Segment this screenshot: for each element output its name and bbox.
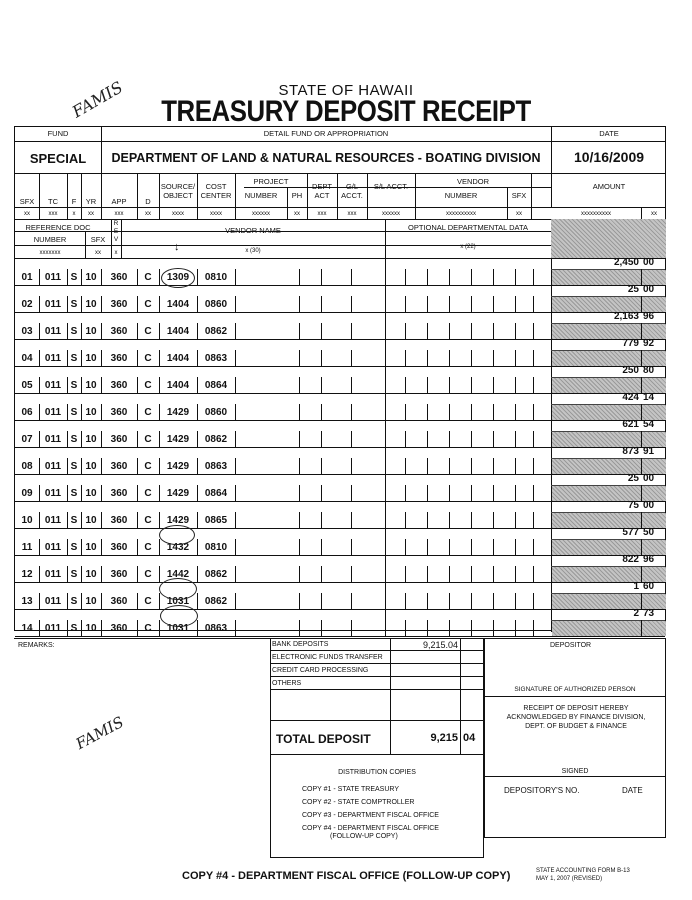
row-d: C — [144, 434, 152, 445]
row-f: S — [70, 542, 78, 553]
fmt-dept: xxx — [317, 211, 327, 217]
row-amount-dollars: 250 — [622, 365, 639, 376]
detail-label: DETAIL FUND OR APPROPRIATION — [263, 129, 389, 138]
form-date: MAY 1, 2007 (REVISED) — [536, 876, 603, 882]
row-tc: 011 — [44, 299, 62, 310]
row-cost: 0862 — [204, 596, 228, 607]
ref-number-label: NUMBER — [33, 235, 67, 244]
amount-shade — [552, 405, 666, 420]
row-n: 07 — [21, 434, 33, 445]
fmt-amount: xxxxxxxxxx — [581, 211, 611, 217]
row-app: 360 — [110, 326, 128, 337]
row-amount-cents: 00 — [643, 284, 655, 295]
row-app: 360 — [110, 488, 128, 499]
remarks-label: REMARKS: — [18, 642, 55, 649]
row-tc: 011 — [44, 623, 62, 634]
fmt-sl: xxxxxx — [382, 211, 400, 217]
total-deposit-label: TOTAL DEPOSIT — [276, 732, 371, 746]
row-app: 360 — [110, 515, 128, 526]
row-yr: 10 — [85, 623, 97, 634]
row-amount-cents: 60 — [643, 581, 655, 592]
row-source: 1404 — [166, 326, 190, 337]
row-amount-cents: 00 — [643, 500, 655, 511]
row-app: 360 — [110, 272, 128, 283]
row-d: C — [144, 407, 152, 418]
row-f: S — [70, 272, 78, 283]
eft-label: ELECTRONIC FUNDS TRANSFER — [272, 654, 383, 661]
row-n: 09 — [21, 488, 33, 499]
row-d: C — [144, 461, 152, 472]
fmt-sfx: xx — [24, 211, 30, 217]
col-cost: COST CENTER — [200, 182, 232, 200]
row-d: C — [144, 596, 152, 607]
amount-shade — [552, 432, 666, 447]
row-f: S — [70, 488, 78, 499]
copy-3: COPY #3 - DEPARTMENT FISCAL OFFICE — [302, 812, 439, 819]
row-app: 360 — [110, 542, 128, 553]
row-cost: 0863 — [204, 353, 228, 364]
row-yr: 10 — [85, 488, 97, 499]
fmt-cost: xxxx — [210, 211, 222, 217]
row-source: 1429 — [166, 488, 190, 499]
row-tc: 011 — [44, 326, 62, 337]
amount-shade — [552, 621, 666, 636]
row-amount-cents: 73 — [643, 608, 655, 619]
date-value: 10/16/2009 — [573, 149, 645, 165]
row-tc: 011 — [44, 407, 62, 418]
row-f: S — [70, 326, 78, 337]
col-vendor-number: NUMBER — [444, 191, 478, 200]
row-app: 360 — [110, 623, 128, 634]
row-app: 360 — [110, 596, 128, 607]
fmt-vnumber: xxxxxxxxxx — [446, 211, 476, 217]
cc-label: CREDIT CARD PROCESSING — [272, 667, 369, 674]
optional-data-fmt: x (22) — [460, 244, 476, 250]
state-label: STATE OF HAWAII — [278, 82, 414, 99]
row-yr: 10 — [85, 353, 97, 364]
row-source: 1031 — [166, 623, 190, 634]
row-app: 360 — [110, 461, 128, 472]
row-n: 02 — [21, 299, 33, 310]
row-source: 1309 — [166, 272, 190, 283]
fmt-f: x — [72, 211, 76, 217]
row-amount-dollars: 25 — [627, 284, 639, 295]
row-source: 1429 — [166, 407, 190, 418]
row-n: 01 — [21, 272, 33, 283]
col-dept: DEPT ACT — [311, 182, 332, 200]
row-tc: 011 — [44, 353, 62, 364]
depositor-label: DEPOSITOR — [550, 642, 592, 649]
col-gl: G/L ACCT. — [341, 182, 363, 200]
col-amount: AMOUNT — [592, 182, 626, 191]
col-yr: YR — [85, 197, 97, 206]
ref-fmt: xxxxxxx — [39, 250, 61, 256]
row-cost: 0865 — [204, 515, 228, 526]
col-project: PROJECT — [253, 177, 289, 186]
row-d: C — [144, 488, 152, 499]
fmt-tc: xxx — [48, 211, 58, 217]
row-amount-cents: 14 — [643, 392, 655, 403]
department-name: DEPARTMENT OF LAND & NATURAL RESOURCES - BOATING DIVISION — [111, 151, 541, 165]
fund-value: SPECIAL — [29, 151, 87, 166]
row-cost: 0860 — [204, 299, 228, 310]
bank-deposits-value: 9,215.04 — [422, 640, 458, 650]
row-cost: 0862 — [204, 569, 228, 580]
row-amount-dollars: 2,163 — [613, 311, 639, 322]
row-n: 11 — [21, 542, 33, 553]
row-app: 360 — [110, 569, 128, 580]
row-amount-cents: 50 — [643, 527, 655, 538]
row-cost: 0810 — [204, 542, 228, 553]
col-app: APP — [111, 197, 127, 206]
row-amount-dollars: 1 — [633, 581, 639, 592]
row-tc: 011 — [44, 272, 62, 283]
row-amount-cents: 00 — [643, 257, 655, 268]
ref-sfx-label: SFX — [90, 235, 106, 244]
copy-2: COPY #2 - STATE COMPTROLLER — [302, 799, 415, 806]
amount-shade — [552, 513, 666, 528]
amount-shade — [552, 486, 666, 501]
circle-mark — [161, 268, 195, 288]
col-sfx: SFX — [19, 197, 35, 206]
others-label: OTHERS — [272, 680, 302, 687]
col-vendor-sfx: SFX — [511, 191, 527, 200]
row-cost: 0860 — [204, 407, 228, 418]
handwritten-famis: FAMIS — [72, 712, 127, 754]
row-amount-dollars: 779 — [622, 338, 639, 349]
row-amount-dollars: 577 — [622, 527, 639, 538]
copy-4-sub: (FOLLOW-UP COPY) — [330, 833, 398, 840]
row-amount-dollars: 75 — [627, 500, 639, 511]
receipt-text: RECEIPT OF DEPOSIT HEREBY ACKNOWLEDGED BY FINANCE DIVISION, DEPT. OF BUDGET & FINANCE — [506, 705, 646, 730]
row-source: 1432 — [166, 542, 190, 553]
bank-deposits-label: BANK DEPOSITS — [272, 641, 329, 648]
amount-shade — [552, 378, 666, 393]
row-f: S — [70, 380, 78, 391]
row-n: 05 — [21, 380, 33, 391]
amount-shade — [552, 567, 666, 582]
row-app: 360 — [110, 407, 128, 418]
col-ph: PH — [291, 191, 303, 200]
row-yr: 10 — [85, 299, 97, 310]
row-amount-cents: 92 — [643, 338, 655, 349]
col-vendor: VENDOR — [456, 177, 490, 186]
arrow-down-icon: ↓ — [174, 241, 180, 253]
row-yr: 10 — [85, 407, 97, 418]
amount-shade — [552, 594, 666, 609]
row-f: S — [70, 353, 78, 364]
handwritten-famis-top: FAMIS — [68, 77, 127, 122]
row-amount-cents: 80 — [643, 365, 655, 376]
row-yr: 10 — [85, 380, 97, 391]
row-tc: 011 — [44, 542, 62, 553]
circle-mark — [159, 525, 195, 545]
row-source: 1404 — [166, 299, 190, 310]
row-amount-dollars: 424 — [622, 392, 639, 403]
rev-fmt: x — [114, 250, 118, 256]
vendor-name-label: VENDOR NAME — [225, 226, 281, 235]
row-app: 360 — [110, 299, 128, 310]
copy-1: COPY #1 - STATE TREASURY — [302, 786, 399, 793]
col-source: SOURCE/ OBJECT — [160, 182, 196, 200]
row-amount-cents: 00 — [643, 473, 655, 484]
row-n: 04 — [21, 353, 33, 364]
row-amount-dollars: 621 — [622, 419, 639, 430]
fund-label: FUND — [47, 129, 69, 138]
row-f: S — [70, 407, 78, 418]
row-app: 360 — [110, 380, 128, 391]
amount-shade — [552, 324, 666, 339]
fmt-app: xxx — [114, 211, 124, 217]
amount-shade — [552, 459, 666, 474]
row-source: 1429 — [166, 434, 190, 445]
row-yr: 10 — [85, 596, 97, 607]
row-source: 1442 — [166, 569, 190, 580]
row-cost: 0864 — [204, 380, 228, 391]
ref-sfx-fmt: xx — [95, 250, 101, 256]
row-f: S — [70, 461, 78, 472]
optional-data-label: OPTIONAL DEPARTMENTAL DATA — [407, 223, 529, 232]
amount-shade — [552, 351, 666, 366]
depositors-no-label: DEPOSITORY'S NO. — [504, 786, 580, 795]
vendor-name-fmt: x (30) — [245, 248, 261, 254]
circle-mark — [160, 605, 198, 627]
row-f: S — [70, 569, 78, 580]
ref-doc-label: REFERENCE DOC — [25, 223, 91, 232]
row-cost: 0863 — [204, 461, 228, 472]
row-yr: 10 — [85, 515, 97, 526]
row-yr: 10 — [85, 569, 97, 580]
row-d: C — [144, 569, 152, 580]
row-d: C — [144, 515, 152, 526]
row-tc: 011 — [44, 569, 62, 580]
row-amount-dollars: 2,450 — [613, 257, 639, 268]
distribution-title: DISTRIBUTION COPIES — [338, 769, 416, 776]
row-f: S — [70, 596, 78, 607]
total-deposit-dollars: 9,215 — [430, 732, 458, 744]
row-d: C — [144, 353, 152, 364]
signature-label: SIGNATURE OF AUTHORIZED PERSON — [514, 686, 636, 693]
row-n: 06 — [21, 407, 33, 418]
row-yr: 10 — [85, 434, 97, 445]
row-app: 360 — [110, 434, 128, 445]
rev-label: R E V — [113, 220, 119, 243]
row-n: 10 — [21, 515, 33, 526]
row-cost: 0862 — [204, 434, 228, 445]
bottom-section — [14, 638, 666, 882]
row-amount-dollars: 822 — [622, 554, 639, 565]
copy-4: COPY #4 - DEPARTMENT FISCAL OFFICE — [302, 825, 439, 832]
row-source: 1429 — [166, 515, 190, 526]
signed-label: SIGNED — [561, 768, 589, 775]
row-amount-dollars: 25 — [627, 473, 639, 484]
form-id: STATE ACCOUNTING FORM B-13 — [536, 868, 630, 874]
footer-copy: COPY #4 - DEPARTMENT FISCAL OFFICE (FOLLOW-UP COPY) — [182, 870, 511, 882]
row-tc: 011 — [44, 461, 62, 472]
row-d: C — [144, 326, 152, 337]
col-d: D — [145, 197, 151, 206]
row-d: C — [144, 272, 152, 283]
row-cost: 0810 — [204, 272, 228, 283]
fmt-acents: xx — [651, 211, 657, 217]
fmt-gl: xxx — [347, 211, 357, 217]
row-amount-dollars: 2 — [633, 608, 639, 619]
page-title: TREASURY DEPOSIT RECEIPT — [161, 95, 531, 128]
circle-mark — [159, 578, 197, 600]
fmt-vsfx: xx — [516, 211, 522, 217]
row-yr: 10 — [85, 542, 97, 553]
row-d: C — [144, 380, 152, 391]
row-f: S — [70, 515, 78, 526]
col-f: F — [71, 197, 77, 206]
row-f: S — [70, 623, 78, 634]
amount-shade — [552, 297, 666, 312]
row-amount-cents: 96 — [643, 554, 655, 565]
amount-shade — [552, 270, 666, 285]
fmt-ph: xx — [294, 211, 300, 217]
row-tc: 011 — [44, 380, 62, 391]
date-label-bottom: DATE — [622, 786, 643, 795]
row-n: 14 — [21, 623, 33, 634]
row-n: 08 — [21, 461, 33, 472]
row-f: S — [70, 434, 78, 445]
row-yr: 10 — [85, 326, 97, 337]
row-cost: 0863 — [204, 623, 228, 634]
fmt-yr: xx — [88, 211, 94, 217]
deposit-form — [14, 126, 666, 634]
row-source: 1031 — [166, 596, 190, 607]
row-app: 360 — [110, 353, 128, 364]
row-n: 13 — [21, 596, 33, 607]
row-f: S — [70, 299, 78, 310]
total-deposit-cents: 04 — [463, 732, 476, 744]
amount-header-shade — [551, 219, 666, 258]
row-amount-cents: 54 — [643, 419, 655, 430]
row-source: 1404 — [166, 353, 190, 364]
row-yr: 10 — [85, 272, 97, 283]
row-tc: 011 — [44, 488, 62, 499]
col-sl: S/L ACCT. — [373, 182, 409, 191]
row-cost: 0864 — [204, 488, 228, 499]
date-label: DATE — [599, 129, 619, 138]
row-amount-dollars: 873 — [622, 446, 639, 457]
row-d: C — [144, 623, 152, 634]
col-tc: TC — [48, 197, 58, 206]
row-tc: 011 — [44, 434, 62, 445]
row-cost: 0862 — [204, 326, 228, 337]
fmt-project: xxxxxx — [252, 211, 270, 217]
row-yr: 10 — [85, 461, 97, 472]
amount-shade — [552, 540, 666, 555]
col-number: NUMBER — [244, 191, 278, 200]
row-n: 12 — [21, 569, 33, 580]
row-n: 03 — [21, 326, 33, 337]
fmt-source: xxxx — [172, 211, 184, 217]
row-tc: 011 — [44, 596, 62, 607]
row-amount-cents: 91 — [643, 446, 655, 457]
fmt-d: xx — [145, 211, 151, 217]
row-amount-cents: 96 — [643, 311, 655, 322]
row-d: C — [144, 299, 152, 310]
row-source: 1429 — [166, 461, 190, 472]
row-source: 1404 — [166, 380, 190, 391]
row-tc: 011 — [44, 515, 62, 526]
row-d: C — [144, 542, 152, 553]
